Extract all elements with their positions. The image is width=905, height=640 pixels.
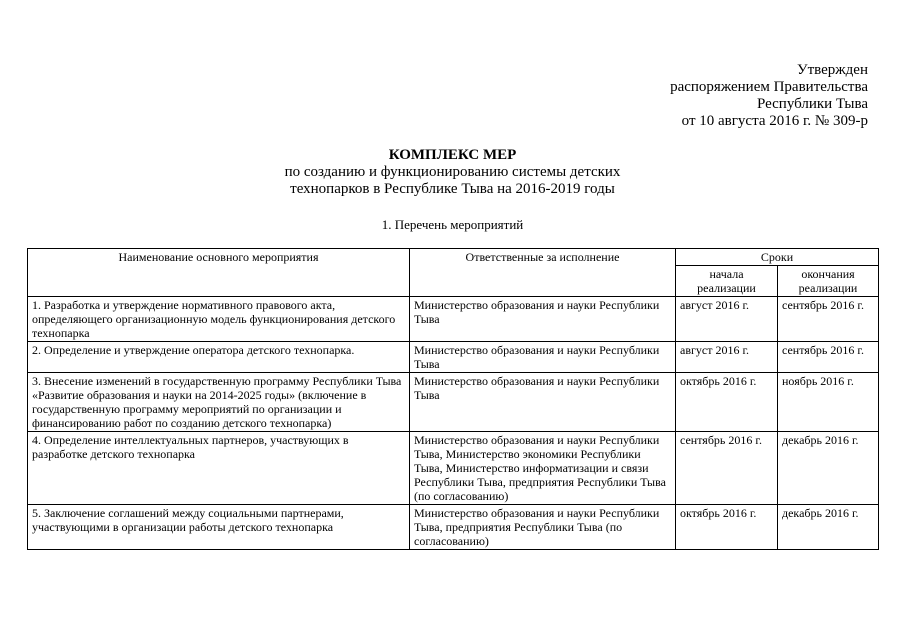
row-activity: 1. Разработка и утверждение нормативного правового акта, определяющего организационную модель функционирования детского технопарка	[28, 297, 410, 342]
row-start: август 2016 г.	[676, 297, 778, 342]
title-line-2: по созданию и функционированию системы детских	[284, 164, 621, 180]
row-activity: 5. Заключение соглашений между социальными партнерами, участвующими в организации работы детского технопарка	[28, 505, 410, 550]
row-responsible: Министерство образования и науки Республики Тыва, Министерство экономики Республики Тыва, Министерство информатизации и связи Республики Тыва, предприятия Республики Тыва (по согласованию)	[410, 432, 676, 505]
row-start: октябрь 2016 г.	[676, 505, 778, 550]
table-row	[28, 432, 879, 505]
row-start: сентябрь 2016 г.	[676, 432, 778, 505]
approval-line-1: Утвержден	[796, 62, 868, 78]
header-responsible: Ответственные за исполнение	[410, 249, 676, 297]
row-responsible: Министерство образования и науки Республики Тыва, предприятия Республики Тыва (по согласованию)	[410, 505, 676, 550]
header-activity: Наименование основного мероприятия	[28, 249, 410, 297]
row-responsible: Министерство образования и науки Республики Тыва	[410, 373, 676, 432]
row-end: декабрь 2016 г.	[778, 432, 879, 505]
approval-stamp	[670, 62, 868, 130]
section-title: 1. Перечень мероприятий	[381, 217, 524, 232]
title-line-3: технопарков в Республике Тыва на 2016-2019 годы	[290, 181, 615, 197]
header-end: окончания реализации	[778, 266, 879, 297]
approval-line-3: Республики Тыва	[756, 96, 868, 112]
header-row	[28, 249, 879, 266]
row-activity: 4. Определение интеллектуальных партнеров, участвующих в разработке детского технопарка	[28, 432, 410, 505]
row-start: август 2016 г.	[676, 342, 778, 373]
title-main: КОМПЛЕКС МЕР	[388, 147, 517, 163]
table-row	[28, 342, 879, 373]
table-row	[28, 505, 879, 550]
table-row	[28, 373, 879, 432]
row-activity: 2. Определение и утверждение оператора детского технопарка.	[28, 342, 410, 373]
row-activity: 3. Внесение изменений в государственную программу Республики Тыва «Развитие образования и науки на 2014-2025 годы» (включение в государственную программу мероприятий по организации и финансированию работ по созданию детского технопарка)	[28, 373, 410, 432]
approval-line-2: распоряжением Правительства	[670, 79, 868, 95]
row-end: сентябрь 2016 г.	[778, 342, 879, 373]
header-terms: Сроки	[676, 249, 879, 266]
row-end: ноябрь 2016 г.	[778, 373, 879, 432]
header-start: начала реализации	[676, 266, 778, 297]
table-row	[28, 297, 879, 342]
row-responsible: Министерство образования и науки Республики Тыва	[410, 297, 676, 342]
row-start: октябрь 2016 г.	[676, 373, 778, 432]
table-body	[28, 297, 879, 550]
document-title	[0, 147, 905, 198]
table-header	[28, 249, 879, 297]
row-end: сентябрь 2016 г.	[778, 297, 879, 342]
measures-table	[27, 248, 879, 550]
approval-line-4: от 10 августа 2016 г. № 309-р	[681, 113, 868, 129]
row-responsible: Министерство образования и науки Республики Тыва	[410, 342, 676, 373]
row-end: декабрь 2016 г.	[778, 505, 879, 550]
